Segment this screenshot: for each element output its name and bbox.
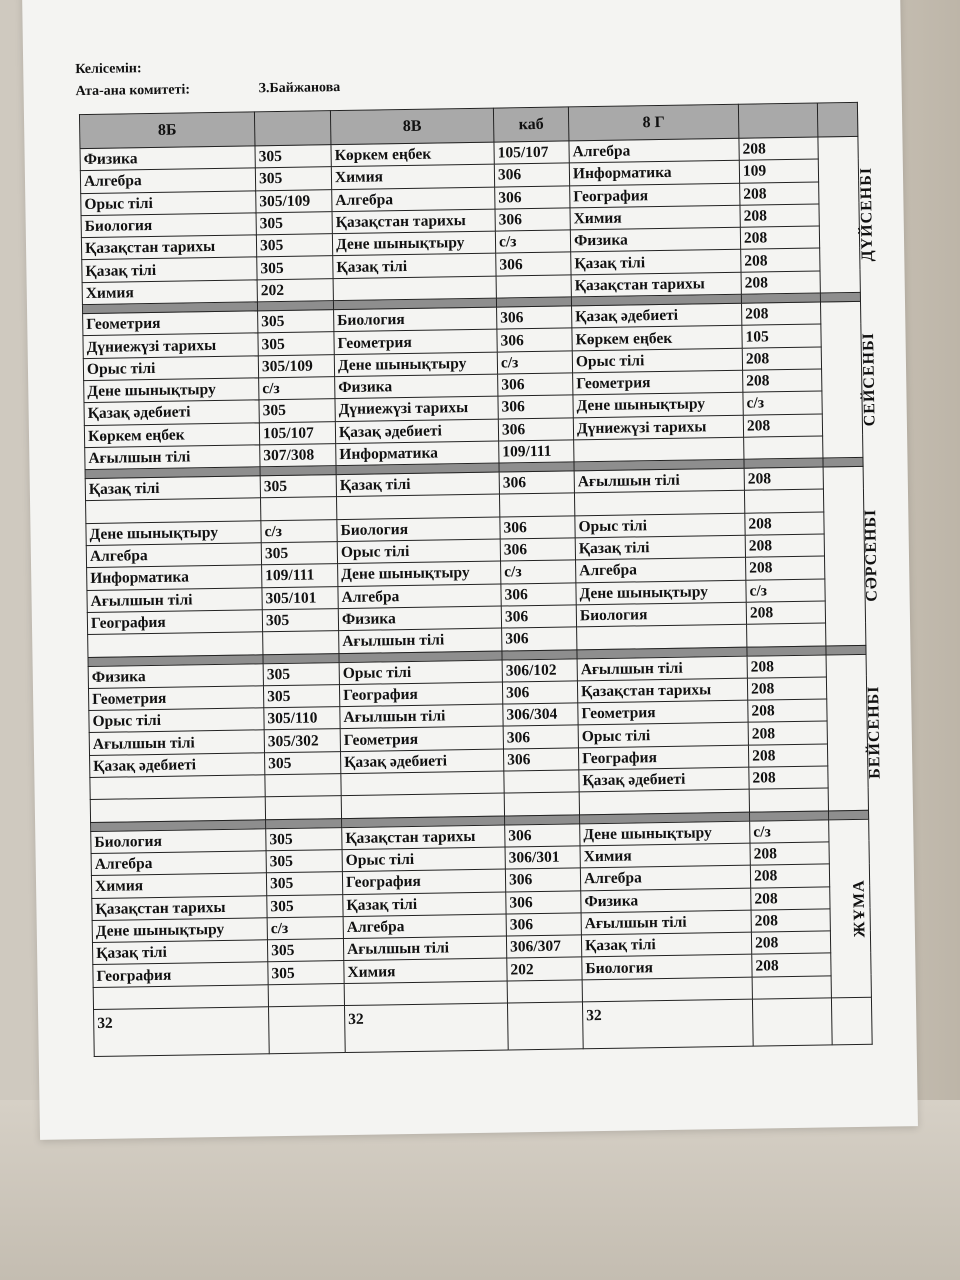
room-8g-cell: 208 (743, 369, 822, 393)
room-8v-cell: 306 (506, 890, 581, 913)
room-8v-cell: с/з (497, 351, 572, 374)
subject-8g-total: 32 (582, 999, 753, 1049)
subject-8g-cell: Ағылшын тілі (581, 910, 751, 935)
subject-8g-cell: Қазақ әдебиеті (579, 767, 749, 792)
subject-8v-cell: Қазақстан тарихы (332, 209, 495, 234)
day-label-cell (829, 819, 872, 998)
subject-8b-cell: Ағылшын тілі (89, 730, 264, 755)
room-8b-cell: 307/308 (260, 443, 336, 466)
subject-8b-cell: Қазақ тілі (82, 257, 257, 282)
subject-8b-cell (90, 797, 265, 822)
subject-8g-cell: Биология (576, 602, 746, 627)
room-8v-cell: 306 (496, 252, 571, 275)
subject-8b-cell (88, 632, 263, 657)
subject-8g-cell: Геометрия (578, 700, 748, 725)
room-8v-cell: 306/307 (506, 935, 581, 958)
schedule-body (80, 136, 884, 1056)
subject-8b-cell: Қазақ әдебиеті (90, 753, 265, 778)
room-8g-cell: 208 (748, 699, 827, 723)
approval-header (75, 58, 340, 106)
room-8g-cell: 109 (739, 159, 818, 183)
subject-8g-cell: Химия (570, 205, 740, 230)
room-8b-cell: 305/109 (258, 354, 334, 377)
room-8g-cell: 208 (740, 226, 819, 250)
subject-8g-cell (577, 624, 747, 649)
subject-8b-cell: Орыс тілі (81, 190, 256, 215)
subject-8v-cell (333, 276, 496, 301)
room-8v-cell: 306 (505, 823, 580, 846)
subject-8v-cell: География (339, 682, 502, 707)
room-8v-cell (507, 980, 582, 1003)
room-8g-cell: 208 (743, 414, 822, 438)
room-8g-cell: 208 (749, 766, 828, 790)
subject-8g-cell: Орыс тілі (572, 348, 742, 373)
day-label-cell (823, 467, 881, 646)
room-8g-cell: 208 (752, 953, 831, 977)
room-8b-cell: с/з (259, 377, 335, 400)
room-8v-cell (496, 275, 571, 298)
room-8b-cell: 305 (258, 310, 334, 333)
subject-8g-cell: Көркем еңбек (572, 326, 742, 351)
room-8v-cell (499, 493, 574, 516)
room-8b-cell: 305 (266, 827, 342, 850)
room-8g-cell (749, 788, 828, 812)
subject-8v-cell: Ағылшын тілі (343, 936, 506, 961)
room-8v-cell: 306 (494, 163, 569, 186)
header-8b: 8Б (79, 112, 255, 149)
subject-8v-cell: Физика (335, 374, 498, 399)
room-8b-cell (268, 983, 344, 1006)
room-8b-cell: 305 (267, 894, 343, 917)
subject-8g-cell: Алгебра (580, 865, 750, 890)
subject-8v-cell: Көркем еңбек (331, 142, 494, 167)
subject-8g-cell: Орыс тілі (578, 723, 748, 748)
subject-8b-cell: Геометрия (88, 686, 263, 711)
subject-8g-cell: География (578, 745, 748, 770)
subject-8v-cell: Биология (337, 517, 500, 542)
room-8g-cell: с/з (743, 391, 822, 415)
room-8g-cell: 208 (741, 248, 820, 272)
subject-8g-cell: Ағылшын тілі (574, 468, 744, 493)
subject-8v-cell: Алгебра (332, 187, 495, 212)
subject-8g-cell: Дене шынықтыру (573, 392, 743, 417)
room-8v-cell: 306 (501, 583, 576, 606)
room-8b-cell: 305/109 (256, 189, 332, 212)
room-8b-cell: 305 (261, 542, 337, 565)
room-8g-cell (752, 976, 831, 1000)
subject-8g-cell: Алгебра (569, 138, 739, 163)
room-8v-cell (504, 792, 579, 815)
subject-8b-cell: Дене шынықтыру (84, 378, 259, 403)
subject-8v-cell: Физика (338, 606, 501, 631)
subject-8v-cell: Химия (331, 164, 494, 189)
room-8g-cell: 208 (740, 204, 819, 228)
room-8v-cell: 202 (507, 957, 582, 980)
subject-8v-cell: Қазақ тілі (336, 472, 499, 497)
room-8v-cell: с/з (501, 560, 576, 583)
room-8b-cell: 105/107 (259, 421, 335, 444)
subject-8v-cell: Алгебра (343, 914, 506, 939)
room-8b-cell: 305 (263, 662, 339, 685)
room-8g-cell: 208 (744, 467, 823, 491)
room-8g-cell: с/з (746, 579, 825, 603)
room-8b-cell: с/з (267, 916, 343, 939)
room-8g-cell: 208 (739, 137, 818, 161)
room-8v-cell: 306/301 (505, 846, 580, 869)
subject-8v-cell: Қазақ тілі (343, 892, 506, 917)
room-8v-cell: 306/102 (502, 658, 577, 681)
subject-8v-cell: Химия (344, 958, 507, 983)
room-8b-cell: 305 (257, 256, 333, 279)
subject-8b-cell: Дүниежүзі тарихы (83, 333, 258, 358)
subject-8g-cell: Геометрия (573, 370, 743, 395)
subject-8v-cell: Дене шынықтыру (334, 352, 497, 377)
subject-8b-cell (86, 498, 261, 523)
committee-label: Ата-ана комитеті: (75, 82, 191, 100)
room-8v-cell: 306 (498, 373, 573, 396)
subject-8b-cell: Геометрия (83, 311, 258, 336)
subject-8b-cell: Химия (91, 873, 266, 898)
room-8b-cell: 305/110 (264, 707, 340, 730)
room-8v-cell: 306 (500, 538, 575, 561)
subject-8b-cell: Физика (88, 663, 263, 688)
subject-8b-cell: Қазақстан тарихы (81, 235, 256, 260)
subject-8v-cell: Қазақ әдебиеті (340, 749, 503, 774)
subject-8b-cell: Қазақстан тарихы (92, 895, 267, 920)
room-8g-cell (747, 623, 826, 647)
room-8g-cell: 208 (746, 556, 825, 580)
room-8b-cell (263, 631, 339, 654)
room-8v-cell: 306 (495, 208, 570, 231)
subject-8b-cell: Химия (82, 280, 257, 305)
room-8v-cell: 306 (500, 516, 575, 539)
subject-8v-cell (341, 771, 504, 796)
subject-8g-cell: География (570, 183, 740, 208)
subject-8v-cell: Алгебра (338, 584, 501, 609)
subject-8b-cell: Алгебра (86, 543, 261, 568)
subject-8g-cell (582, 977, 752, 1002)
subject-8v-cell: Дене шынықтыру (338, 561, 501, 586)
room-8b-cell: 305 (268, 961, 344, 984)
subject-8b-cell: География (87, 610, 262, 635)
empty-cell (831, 997, 872, 1045)
subject-8b-cell: Қазақ тілі (85, 476, 260, 501)
subject-8g-cell: Қазақ тілі (571, 250, 741, 275)
room-8v-cell: 105/107 (494, 141, 569, 164)
subject-8g-cell: Орыс тілі (575, 513, 745, 538)
schedule-table (79, 102, 884, 1057)
day-name: СӘРСЕНБІ (862, 509, 881, 603)
subject-8v-cell: Геометрия (334, 329, 497, 354)
header-8g: 8 Г (568, 104, 739, 141)
subject-8b-cell: Орыс тілі (83, 356, 258, 381)
subject-8b-cell: Биология (91, 828, 266, 853)
day-label-cell (821, 301, 879, 458)
room-8g-cell: 208 (751, 909, 830, 933)
subject-8g-cell: Биология (582, 955, 752, 980)
subject-8v-total: 32 (344, 1003, 508, 1053)
room-8g-cell: 208 (751, 931, 830, 955)
subject-8v-cell (341, 793, 504, 818)
day-name: ЖҰМА (850, 879, 869, 938)
subject-8g-cell (574, 491, 744, 516)
day-name: БЕЙСЕНБІ (865, 685, 884, 779)
room-8b-cell: 305/302 (264, 729, 340, 752)
room-8g-cell: 208 (742, 302, 821, 326)
subject-8v-cell: Орыс тілі (339, 660, 502, 685)
room-8g-cell: 208 (750, 864, 829, 888)
room-8b-cell: 202 (257, 278, 333, 301)
committee-line (75, 80, 340, 106)
room-8g-cell (744, 436, 823, 460)
subject-8g-cell: Информатика (569, 161, 739, 186)
room-8v-cell: 306 (501, 605, 576, 628)
subject-8b-cell: Ағылшын тілі (87, 587, 262, 612)
room-8v-cell: 306 (497, 328, 572, 351)
room-8g-cell: 208 (747, 677, 826, 701)
subject-8b-cell: Алгебра (80, 168, 255, 193)
room-8b-cell: 305 (266, 872, 342, 895)
subject-8g-cell: Қазақстан тарихы (577, 678, 747, 703)
room-8g-cell: 208 (747, 654, 826, 678)
subject-8g-cell: Қазақстан тарихы (571, 272, 741, 297)
subject-8v-cell: Геометрия (340, 726, 503, 751)
room-8g-cell (744, 489, 823, 513)
room-8b-cell: 305 (266, 849, 342, 872)
room-8g-cell: 208 (742, 347, 821, 371)
subject-8v-cell: Қазақ әдебиеті (335, 419, 498, 444)
subject-8b-cell: Физика (80, 146, 255, 171)
header-8b-room (254, 111, 331, 146)
room-8b-cell: 305 (256, 234, 332, 257)
subject-8b-cell: Дене шынықтыру (86, 521, 261, 546)
subject-8v-cell (344, 981, 507, 1006)
room-8b-cell: 305 (255, 167, 331, 190)
room-8v-cell: 306 (495, 186, 570, 209)
room-8v-cell: 109/111 (499, 440, 574, 463)
subject-8g-cell: Қазақ тілі (575, 535, 745, 560)
subject-8g-cell: Дене шынықтыру (580, 821, 750, 846)
room-8b-cell: 305 (256, 212, 332, 235)
subject-8v-cell: Ағылшын тілі (340, 704, 503, 729)
room-8b-cell: 305 (255, 145, 331, 168)
room-8b-total (269, 1006, 346, 1054)
room-8b-cell: 305/101 (262, 586, 338, 609)
room-8v-cell (504, 770, 579, 793)
room-8g-cell: 208 (745, 534, 824, 558)
header-8v-room: каб (493, 107, 569, 142)
room-8v-cell: 306 (505, 868, 580, 891)
subject-8g-cell: Қазақ тілі (581, 932, 751, 957)
subject-8g-cell: Дүниежүзі тарихы (573, 415, 743, 440)
room-8g-cell: 208 (740, 182, 819, 206)
subject-8v-cell: Орыс тілі (342, 847, 505, 872)
day-name: СЕЙСЕНБІ (860, 332, 879, 427)
subject-8g-cell: Алгебра (576, 558, 746, 583)
room-8b-cell: 305 (265, 751, 341, 774)
room-8v-cell: 306 (497, 306, 572, 329)
room-8v-cell: 306 (503, 748, 578, 771)
room-8b-cell: 305 (260, 475, 336, 498)
room-8b-cell (265, 774, 341, 797)
room-8g-cell: с/з (750, 820, 829, 844)
subject-8v-cell: Биология (334, 307, 497, 332)
room-8v-cell: 306/304 (503, 703, 578, 726)
subject-8g-cell: Ағылшын тілі (577, 656, 747, 681)
paper-sheet (22, 0, 918, 1140)
room-8b-cell: 305 (263, 684, 339, 707)
subject-8v-cell: Ағылшын тілі (339, 628, 502, 653)
subject-8v-cell: Қазақ тілі (333, 254, 496, 279)
room-8b-cell: 305 (259, 399, 335, 422)
room-8v-cell: 306 (498, 395, 573, 418)
committee-name: З.Байжанова (258, 80, 341, 97)
subject-8b-cell: Ағылшын тілі (85, 445, 260, 470)
day-label-cell (826, 654, 884, 811)
room-8b-cell: 305 (267, 939, 343, 962)
header-8g-room (738, 103, 818, 138)
room-8v-cell: 306 (502, 627, 577, 650)
subject-8g-cell: Қазақ әдебиеті (572, 303, 742, 328)
subject-8b-total: 32 (94, 1007, 270, 1057)
room-8b-cell: 305 (262, 609, 338, 632)
room-8g-cell: 208 (741, 271, 820, 295)
room-8b-cell (265, 796, 341, 819)
day-label-cell (818, 136, 877, 293)
room-8g-cell: 208 (745, 512, 824, 536)
room-8v-total (507, 1002, 583, 1050)
subject-8b-cell: Орыс тілі (89, 708, 264, 733)
subject-8b-cell: География (93, 962, 268, 987)
subject-8g-cell: Химия (580, 843, 750, 868)
room-8v-cell: 306 (502, 681, 577, 704)
subject-8b-cell: Дене шынықтыру (92, 918, 267, 943)
subject-8v-cell: Қазақстан тарихы (342, 825, 505, 850)
subject-8g-cell (579, 789, 749, 814)
subject-8v-cell (337, 495, 500, 520)
header-day (817, 102, 858, 137)
room-8b-cell: с/з (261, 519, 337, 542)
day-name: ДҮЙСЕНБІ (857, 166, 877, 262)
room-8v-cell: 306 (498, 417, 573, 440)
subject-8g-cell: Физика (570, 227, 740, 252)
approval-title: Келісемін: (75, 61, 142, 78)
room-8g-cell: 208 (750, 842, 829, 866)
room-8g-cell: 208 (751, 886, 830, 910)
room-8g-total (752, 998, 832, 1046)
header-8v: 8В (330, 108, 494, 145)
room-8b-cell: 109/111 (262, 564, 338, 587)
subject-8b-cell (90, 775, 265, 800)
subject-8b-cell: Көркем еңбек (84, 422, 259, 447)
subject-8b-cell: Қазақ тілі (92, 940, 267, 965)
subject-8g-cell: Физика (581, 888, 751, 913)
room-8g-cell: 105 (742, 324, 821, 348)
subject-8g-cell (574, 437, 744, 462)
subject-8b-cell (93, 984, 268, 1009)
room-8v-cell: 306 (499, 471, 574, 494)
subject-8b-cell: Биология (81, 213, 256, 238)
room-8b-cell: 305 (258, 332, 334, 355)
subject-8g-cell: Дене шынықтыру (576, 580, 746, 605)
room-8g-cell: 208 (748, 721, 827, 745)
subject-8v-cell: География (342, 869, 505, 894)
room-8b-cell (261, 497, 337, 520)
room-8v-cell: 306 (506, 913, 581, 936)
subject-8v-cell: Орыс тілі (337, 539, 500, 564)
subject-8b-cell: Қазақ әдебиеті (84, 400, 259, 425)
subject-8v-cell: Дене шынықтыру (332, 231, 495, 256)
room-8v-cell: с/з (495, 230, 570, 253)
room-8g-cell: 208 (746, 601, 825, 625)
room-8v-cell: 306 (503, 725, 578, 748)
subject-8b-cell: Информатика (87, 565, 262, 590)
subject-8b-cell: Алгебра (91, 851, 266, 876)
room-8g-cell: 208 (748, 744, 827, 768)
subject-8v-cell: Дүниежүзі тарихы (335, 396, 498, 421)
subject-8v-cell: Информатика (336, 441, 499, 466)
